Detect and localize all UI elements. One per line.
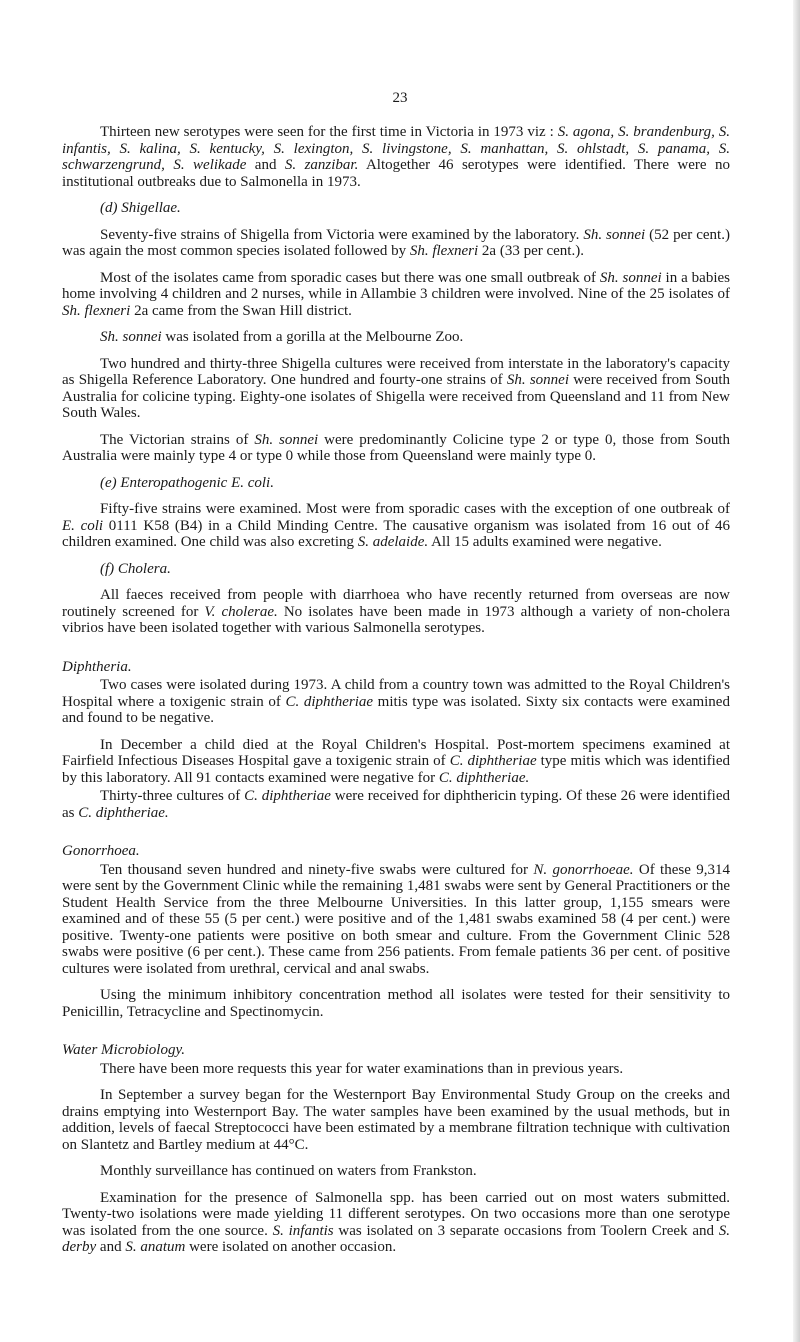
ecoli-paragraph <box>62 501 730 551</box>
italic-term: C. diphtheriae <box>244 788 331 804</box>
text-run: 2a came from the Swan Hill district. <box>130 302 352 319</box>
text-run: (52 per cent.) was again the most common species isolated followed by <box>62 226 730 259</box>
shigellae-paragraph-4 <box>62 356 730 422</box>
shigellae-paragraph-5 <box>62 432 730 465</box>
salmonella-paragraph <box>62 124 730 190</box>
italic-term: S. infantis <box>272 1222 334 1239</box>
shigellae-paragraph-2 <box>62 270 730 320</box>
section-heading-cholera: (f) Cholera. <box>100 560 171 577</box>
page-body <box>62 124 730 1266</box>
page-edge-shadow <box>793 0 800 1342</box>
text-run: Two hundred and thirty-three Shigella cultures were received from interstate in the laboratory's capacity as Shigella Reference Laboratory. One hundred and fourty-one strains of <box>62 355 730 388</box>
text-run: No isolates have been made in 1973 although a variety of non-cholera vibrios have been isolated together with various Salmonella serotypes. <box>62 603 730 636</box>
text-run: were predominantly Colicine type 2 or type 0, those from South Australia were mainly type 4 or type 0 while those from Queensland were mainly type 0. <box>62 431 731 464</box>
text-run: 0111 K58 (B4) in a Child Minding Centre. The causative organism was isolated from 16 out of 46 children examined. One child was also excreting <box>62 517 731 550</box>
text-run: was isolated on 3 separate occasions from Toolern Creek and <box>333 1222 719 1239</box>
text-run: and <box>246 157 285 173</box>
text-run: The Victorian strains of <box>100 431 255 448</box>
text-run: Of these 9,314 were sent by the Government Clinic while the remaining 1,481 swabs were sent by General Practitioners or the Student Health Service from the three Melbourne Universities. In this latter group, 1,155 smears were examined and of these 55 (5 per cent.) were positive and of the 1,481 swabs examined 58 (4 per cent.) were positive. Twenty-one patients were positive on both smear and culture. From the Government Clinic 528 swabs were positive (6 per cent.). These came from 256 patients. From female patients 36 per cent. of positive cultures were isolated from urethral, cervical and anal swabs. <box>62 861 730 977</box>
text-run: Ten thousand seven hundred and ninety-five swabs were cultured for <box>100 861 534 878</box>
section-heading-water-microbiology: Water Microbiology. <box>62 1042 186 1058</box>
italic-term: Sh. flexneri <box>62 302 131 319</box>
text-run: mitis type was isolated. Sixty six contacts were examined and found to be negative. <box>62 693 730 726</box>
text-run: In December a child died at the Royal Children's Hospital. Post-mortem specimens examined at Fairfield Infectious Diseases Hospital gave a toxigenic strain of <box>62 736 730 769</box>
text-run: There have been more requests this year for water examinations than in previous years. <box>100 1060 624 1077</box>
text-run: Examination for the presence of Salmonella spp. has been carried out on most waters submitted. Twenty-two isolations were made yielding 11 different serotypes. On two occasions more than one serotype was isolated from the one source. <box>62 1189 730 1239</box>
italic-term: Sh. sonnei <box>254 431 319 448</box>
text-run: and <box>96 1239 126 1255</box>
text-run: 2a (33 per cent.). <box>478 243 584 259</box>
gonorrhoea-paragraph-1 <box>62 862 730 978</box>
gonorrhoea-paragraph-2 <box>62 987 730 1020</box>
italic-term: S. agona, S. brandenburg, S. infantis, S. kalina, S. kentucky, S. lexington, S. livingstone, S. manhattan, S. ohlstadt, S. panama, S. schwarzengrund, S. welikade <box>62 124 731 173</box>
diphtheria-paragraph-3 <box>62 788 730 821</box>
text-run: was isolated from a gorilla at the Melbourne Zoo. <box>161 329 464 345</box>
italic-term: C. diphtheriae. <box>438 769 530 786</box>
italic-term: C. diphtheriae. <box>78 804 169 821</box>
text-run: All 15 adults examined were negative. <box>428 534 662 550</box>
shigellae-paragraph-3 <box>62 329 730 346</box>
italic-term: C. diphtheriae <box>449 753 537 769</box>
italic-term: Sh. sonnei <box>506 372 569 388</box>
section-heading-diphtheria: Diphtheria. <box>62 658 132 675</box>
diphtheria-paragraph-2 <box>62 737 730 787</box>
italic-term: C. diphtheriae <box>285 693 374 710</box>
water-paragraph-4 <box>62 1190 730 1256</box>
italic-term: Sh. sonnei <box>599 269 662 286</box>
italic-term: E. coli <box>62 517 104 534</box>
text-run: Two cases were isolated during 1973. A child from a country town was admitted to the Royal Children's Hospital where a toxigenic strain of <box>62 677 730 710</box>
text-run: Seventy-five strains of Shigella from Victoria were examined by the laboratory. <box>100 226 584 243</box>
water-paragraph-3 <box>62 1163 730 1180</box>
italic-term: S. derby <box>62 1222 730 1255</box>
text-run: All faeces received from people with diarrhoea who have recently returned from overseas are now routinely screened for <box>62 587 730 620</box>
text-run: were received from South Australia for colicine typing. Eighty-one isolates of Shigella were received from Queensland and 11 from New South Wales. <box>62 372 730 421</box>
shigellae-paragraph-1 <box>62 227 730 260</box>
italic-term: S. adelaide. <box>357 534 429 550</box>
cholera-paragraph <box>62 587 730 637</box>
text-run: were received for diphthericin typing. Of these 26 were identified as <box>62 788 730 821</box>
section-heading-shigellae: (d) Shigellae. <box>100 200 181 216</box>
section-heading-gonorrhoea: Gonorrhoea. <box>62 843 140 859</box>
text-run: In September a survey began for the Westernport Bay Environmental Study Group on the creeks and drains emptying into Westernport Bay. The water samples have been examined by the usual methods, but in addition, levels of faecal Streptococci have been estimated by a membrane filtration technique with cultivation on Slantetz and Bartley medium at 44°C. <box>62 1087 730 1153</box>
text-run: in a babies home involving 4 children and 2 nurses, while in Allambie 3 children were involved. Nine of the 25 isolates of <box>62 269 730 302</box>
italic-term: N. gonorrhoeae. <box>533 861 634 878</box>
italic-term: Sh. sonnei <box>100 329 162 345</box>
water-paragraph-2 <box>62 1087 730 1153</box>
water-paragraph-1 <box>62 1061 730 1078</box>
italic-term: S. anatum <box>125 1239 186 1255</box>
text-run: Thirteen new serotypes were seen for the first time in Victoria in 1973 viz : <box>100 124 558 140</box>
text-run: Fifty-five strains were examined. Most were from sporadic cases with the exception of one outbreak of <box>100 501 730 517</box>
diphtheria-paragraph-1 <box>62 677 730 727</box>
text-run: Thirty-three cultures of <box>100 788 245 804</box>
text-run: were isolated on another occasion. <box>185 1239 397 1255</box>
italic-term: Sh. flexneri <box>409 243 479 259</box>
text-run: Monthly surveillance has continued on waters from Frankston. <box>100 1163 477 1179</box>
italic-term: Sh. sonnei <box>583 226 646 243</box>
italic-term: S. zanzibar. <box>284 157 359 173</box>
section-heading-ecoli: (e) Enteropathogenic E. coli. <box>100 474 274 491</box>
text-run: Using the minimum inhibitory concentration method all isolates were tested for their sensitivity to Penicillin, Tetracycline and Spectinomycin. <box>62 987 730 1020</box>
page-number: 23 <box>392 90 408 106</box>
text-run: Altogether 46 serotypes were identified. There were no institutional outbreaks due to Salmonella in 1973. <box>62 157 730 190</box>
italic-term: V. cholerae. <box>204 603 278 620</box>
text-run: type mitis which was identified by this laboratory. All 91 contacts examined were negative for <box>62 753 730 786</box>
text-run: Most of the isolates came from sporadic cases but there was one small outbreak of <box>100 269 600 286</box>
